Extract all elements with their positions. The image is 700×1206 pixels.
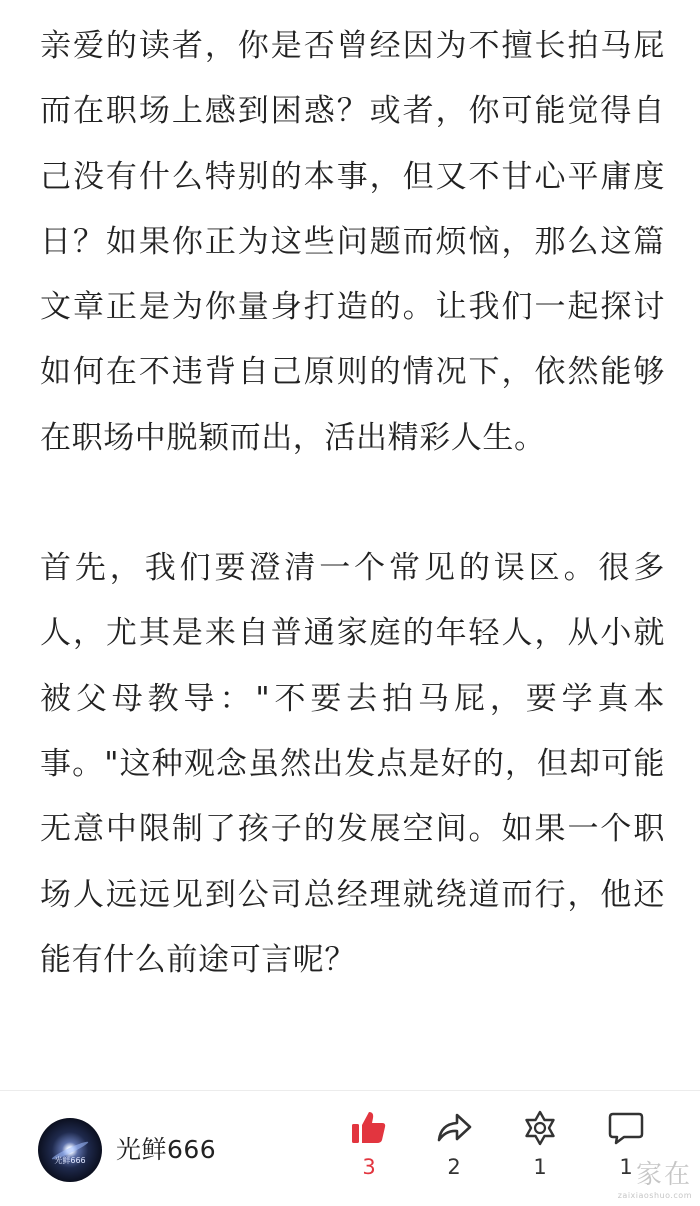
comment-count: 1 xyxy=(619,1155,633,1179)
watermark-logo-text: 家在 xyxy=(635,1160,692,1190)
article-body xyxy=(40,14,665,993)
like-button[interactable] xyxy=(339,1109,399,1179)
avatar[interactable] xyxy=(38,1118,102,1182)
like-count: 3 xyxy=(362,1155,376,1179)
author-name[interactable]: 光鲜666 xyxy=(116,1135,217,1164)
share-count: 2 xyxy=(447,1155,461,1179)
share-arrow-icon xyxy=(435,1109,473,1147)
avatar-label: 光鲜666 xyxy=(54,1156,86,1165)
thumbs-up-icon xyxy=(350,1109,388,1147)
award-button[interactable] xyxy=(510,1109,570,1179)
award-count: 1 xyxy=(533,1155,547,1179)
award-star-icon xyxy=(521,1109,559,1147)
bottom-action-bar xyxy=(0,1091,700,1206)
site-watermark xyxy=(618,1154,692,1200)
comment-bubble-icon xyxy=(607,1109,645,1147)
article-paragraph: 亲爱的读者，你是否曾经因为不擅长拍马屁而在职场上感到困惑？或者，你可能觉得自己没有什么特别的本事，但又不甘心平庸度日？如果你正为这些问题而烦恼，那么这篇文章正是为你量身打造的。让我们一起探讨如何在不违背自己原则的情况下，依然能够在职场中脱颖而出，活出精彩人生。 xyxy=(40,28,665,456)
watermark-url: zaixiaoshuo.com xyxy=(617,1191,692,1200)
share-button[interactable] xyxy=(424,1109,484,1179)
article-paragraph: 首先，我们要澄清一个常见的误区。很多人，尤其是来自普通家庭的年轻人，从小就被父母教导："不要去拍马屁，要学真本事。"这种观念虽然出发点是好的，但却可能无意中限制了孩子的发展空间。如果一个职场人远远见到公司总经理就绕道而行，他还能有什么前途可言呢？ xyxy=(40,550,665,978)
